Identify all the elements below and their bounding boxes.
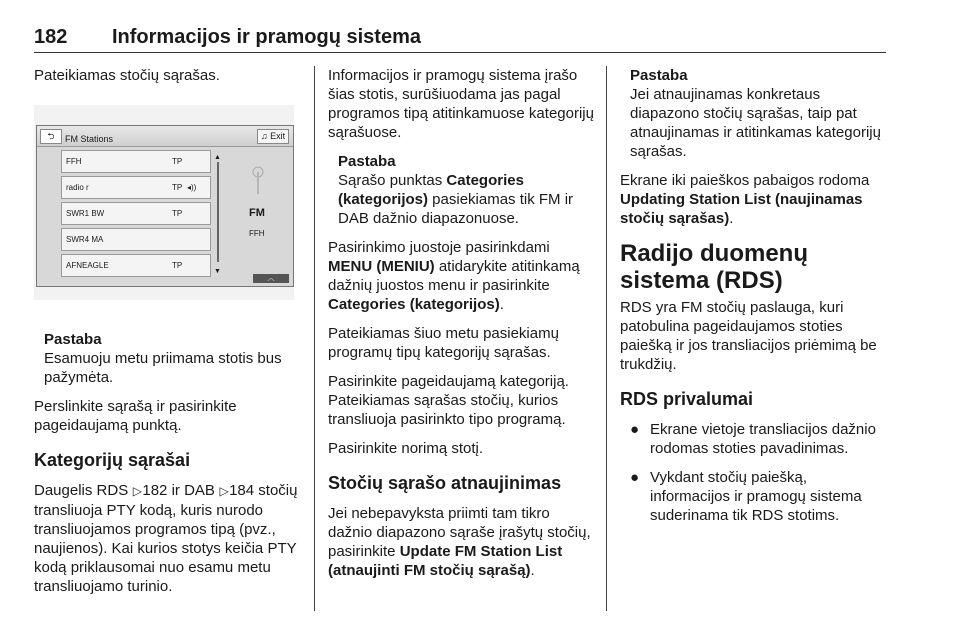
antenna-icon xyxy=(251,164,265,194)
note-title: Pastaba xyxy=(44,331,102,348)
page-title: Informacijos ir pramogų sistema xyxy=(112,26,421,48)
text: . xyxy=(530,562,535,579)
screen xyxy=(36,125,294,287)
station-name: radio r xyxy=(66,183,89,192)
bullet-list xyxy=(620,420,886,525)
current-station-name: FFH xyxy=(249,229,265,238)
scrollbar-track xyxy=(217,162,219,262)
station-tag: TP xyxy=(172,209,183,218)
text-bold: Updating Station List (naujinamas stočių sąrašas) xyxy=(620,191,863,227)
heading-rds: Radijo duomenų sistema (RDS) xyxy=(620,240,808,294)
text: Ekrane vietoje transliacijos dažnio rodomas stoties pavadinimas. xyxy=(650,421,876,457)
paragraph: Informacijos ir pramogų sistema įrašo šias stotis, surūšiuodama jas pagal programos tipą atitinkamuose kategorijų sąrašuose. xyxy=(328,67,594,141)
station-row xyxy=(61,176,211,199)
exit-button xyxy=(257,129,289,144)
station-row xyxy=(61,228,211,251)
text: . xyxy=(499,296,504,313)
paragraph: Perslinkite sąrašą ir pasirinkite pageidaujamą punktą. xyxy=(34,398,237,434)
text: Pasirinkimo juostoje pasirinkdami xyxy=(328,239,550,256)
back-button xyxy=(40,129,62,144)
note xyxy=(620,66,886,161)
text: Daugelis RDS xyxy=(34,482,133,499)
station-name: SWR1 BW xyxy=(66,209,105,218)
station-name: SWR4 MA xyxy=(66,235,104,244)
station-row xyxy=(61,202,211,225)
heading-features: RDS privalumai xyxy=(620,389,754,409)
text-bold: MENU (MENIU) xyxy=(328,258,435,275)
chevron-up-icon: ︿ xyxy=(267,275,275,282)
text: 184 stočių transliuoja PTY kodą, kuris nurodo transliuojamos programos tipą (pvz., naujienos). Kai kurios stotys keičia PTY kodą priklausomai nuo esamu metu transliuojamo turinio. xyxy=(34,482,298,595)
back-arrow-icon: ⮌ xyxy=(47,131,55,141)
station-row xyxy=(61,254,211,277)
paragraph: RDS yra FM stočių paslauga, kuri patobulina pageidaujamos stoties paiešką ir jos transliacijos priėmimą be trukdžių. xyxy=(620,299,877,373)
column-2 xyxy=(328,66,594,590)
paragraph xyxy=(328,504,594,580)
station-row xyxy=(61,150,211,173)
list-item xyxy=(620,468,886,525)
text: . xyxy=(729,210,734,227)
chevron-up-icon: ▲ xyxy=(214,154,221,161)
chevron-down-icon: ▼ xyxy=(214,268,221,275)
column-3 xyxy=(620,66,886,535)
note-text: Jei atnaujinamas konkretaus diapazono stočių sąrašas, taip pat atnaujinamas ir atitinkamas kategorijų sąrašas. xyxy=(630,86,881,160)
bullet-icon: ● xyxy=(630,469,640,486)
music-note-icon: ♫ xyxy=(260,131,268,141)
note-title: Pastaba xyxy=(630,67,688,84)
column-divider xyxy=(606,66,607,611)
scrollbar xyxy=(214,152,221,275)
text: atidarykite atitinkamą dažnių juostos menu ir pasirinkite xyxy=(328,258,580,294)
text-bold: Update FM Station List (atnaujinti FM stočių sąrašą) xyxy=(328,543,563,579)
note xyxy=(328,152,594,228)
column-1 xyxy=(34,66,304,606)
paragraph xyxy=(328,238,594,314)
station-tag: TP xyxy=(172,183,183,192)
text: 182 ir DAB xyxy=(142,482,220,499)
screen-title-bar xyxy=(37,126,293,147)
paragraph: Pasirinkite norimą stotį. xyxy=(328,440,484,457)
station-tag: TP xyxy=(172,261,183,270)
text: Sąrašo punktas xyxy=(338,172,447,189)
screenshot-fm-stations xyxy=(34,105,294,300)
text: Ekrane iki paieškos pabaigos rodoma xyxy=(620,172,870,189)
screen-title: FM Stations xyxy=(65,134,114,144)
text: Jei nebepavyksta priimti tam tikro dažnio diapazono sąraše įrašytų stočių, pasirinkite xyxy=(328,505,591,560)
band-label: FM xyxy=(249,207,265,219)
note-title: Pastaba xyxy=(338,153,396,170)
page-header xyxy=(34,24,886,53)
text: pasiekiamas tik FM ir DAB dažnio diapazonuose. xyxy=(338,191,574,227)
paragraph: Pasirinkite pageidaujamą kategoriją. Pateikiamas sąrašas stočių, kurios transliuoja pasirinkto tipo programą. xyxy=(328,373,569,428)
bullet-icon: ● xyxy=(630,421,640,438)
exit-label: Exit xyxy=(270,131,286,141)
page-ref-arrow-icon: ▷ xyxy=(219,484,229,498)
page-number: 182 xyxy=(34,26,68,48)
expand-button xyxy=(253,274,289,283)
page-ref-arrow-icon: ▷ xyxy=(132,484,142,498)
text-bold: Categories (kategorijos) xyxy=(338,172,524,208)
text-bold: Categories (kategorijos) xyxy=(328,296,500,313)
station-tag: TP xyxy=(172,157,183,166)
current-station-panel xyxy=(227,156,287,266)
text: Vykdant stočių paiešką, informacijos ir pramogų sistema suderinama tik RDS stotims. xyxy=(650,469,862,524)
speaker-icon: ◂)) xyxy=(187,183,197,192)
column-divider xyxy=(314,66,315,611)
paragraph xyxy=(620,171,886,228)
paragraph xyxy=(34,481,304,596)
station-list xyxy=(61,150,211,274)
list-item xyxy=(620,420,886,458)
note xyxy=(34,330,304,387)
station-name: FFH xyxy=(66,157,82,166)
heading-update: Stočių sąrašo atnaujinimas xyxy=(328,473,562,493)
note-text: Esamuoju metu priimama stotis bus pažymėta. xyxy=(44,350,282,386)
heading-categories: Kategorijų sąrašai xyxy=(34,450,191,470)
station-name: AFNEAGLE xyxy=(66,261,109,270)
paragraph: Pateikiamas šiuo metu pasiekiamų programų tipų kategorijų sąrašas. xyxy=(328,325,559,361)
intro-text: Pateikiamas stočių sąrašas. xyxy=(34,67,220,84)
